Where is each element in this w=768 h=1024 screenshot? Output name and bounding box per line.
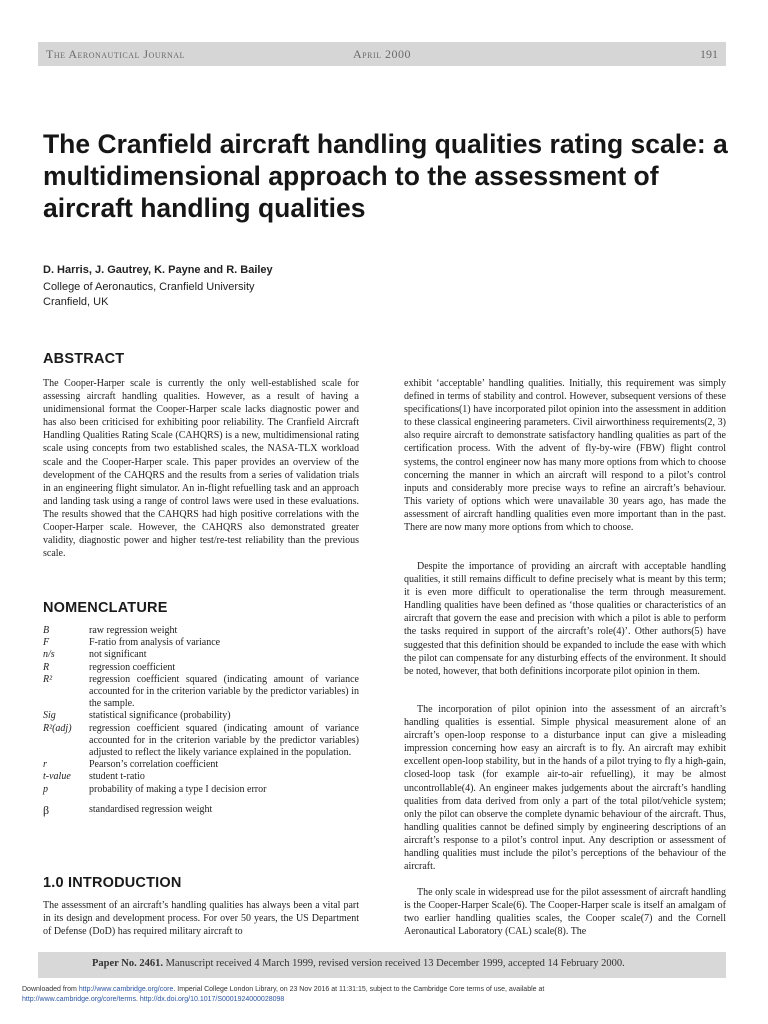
paper-number: Paper No. 2461. — [92, 958, 163, 969]
page-number: 191 — [700, 47, 718, 61]
nomenclature-item — [43, 723, 359, 760]
nomenclature-definition: probability of making a type I decision error — [89, 783, 267, 795]
nomenclature-symbol: t-value — [43, 771, 71, 783]
download-prefix: Downloaded from — [22, 986, 79, 993]
cambridge-core-link[interactable]: http://www.cambridge.org/core — [78, 986, 174, 993]
right-column-paragraph-3: The incorporation of pilot opinion into the assessment of an aircraft’s handling qualities is essential. Simple physical measurement alone of an aircraft’s open-loop response to a disturbance input can give a misleading impression concerning how easy an aircraft is to fly. An aircraft may exhibit excellent open-loop stability, but in the hands of a pilot trying to fly a high-gain, closed-loop task (for example air-to-air refuelling), it may be almost uncontrollable(4). An engineer makes judgements about the aircraft’s handling qualities from data derived from only a part of the total pilot/vehicle system; only the pilot can observe the complete dynamic behaviour of the aircraft. Thus, handling qualities cannot be defined simply by engineering descriptions of an aircraft’s response to a pilot’s control input. Any description or assessment of handling qualities must include the pilot’s perceptions of the behaviour of the aircraft. — [404, 704, 726, 873]
nomenclature-symbol: n/s — [43, 649, 55, 661]
nomenclature-definition: raw regression weight — [89, 625, 178, 636]
location: Cranfield, UK — [43, 296, 109, 308]
introduction-text: The assessment of an aircraft’s handling qualities has always been a vital part in its design and development process. For over 50 years, the US Department of Defense (DoD) has required military aircraft to — [43, 900, 359, 938]
abstract-heading: ABSTRACT — [43, 351, 125, 367]
nomenclature-item — [43, 771, 359, 783]
nomenclature-item — [43, 674, 359, 711]
nomenclature-item — [43, 784, 359, 796]
nomenclature-definition: standardised regression weight — [89, 803, 213, 815]
nomenclature-symbol: R² — [43, 673, 53, 685]
journal-name: The Aeronautical Journal — [46, 47, 185, 61]
nomenclature-item — [43, 804, 359, 816]
manuscript-history-box — [38, 952, 726, 978]
nomenclature-definition: regression coefficient squared (indicating amount of variance accounted for in the criterion variable by the predictor variables) adjusted to reflect the likely variance explained in the population. — [89, 722, 359, 759]
nomenclature-symbol: p — [43, 783, 48, 795]
download-middle: . Imperial College London Library, on 23 Nov 2016 at 11:31:15, subject to the Cambridge Core terms of use, available at — [173, 986, 545, 993]
nomenclature-definition: F-ratio from analysis of variance — [89, 637, 221, 649]
running-head — [38, 42, 726, 66]
download-separator: . — [136, 996, 140, 1003]
nomenclature-item — [43, 625, 359, 637]
nomenclature-heading: NOMENCLATURE — [43, 600, 168, 616]
paper-title: The Cranfield aircraft handling qualities rating scale: a multidimensional approach to the assessment of aircraft handling qualities — [43, 129, 728, 223]
nomenclature-definition: not significant — [89, 649, 147, 661]
affiliation: College of Aeronautics, Cranfield University — [43, 281, 255, 293]
download-note — [22, 985, 752, 1005]
nomenclature-symbol: R — [43, 661, 50, 673]
nomenclature-definition: regression coefficient squared (indicating amount of variance accounted for in the criterion variable by the predictor variables) in the sample. — [89, 673, 359, 710]
nomenclature-item — [43, 710, 359, 722]
right-column-paragraph-2: Despite the importance of providing an aircraft with acceptable handling qualities, it still remains difficult to define precisely what is meant by this term; it is even more difficult to operationalise the term through measurement. Handling qualities have been defined as ‘those qualities or characteristics of an aircraft that govern the ease and precision with which a pilot is able to perform the tasks required in support of the aircraft’s role(4)’. Other authors(5) have suggested that this definition should be expanded to include the ease with which the pilot can compensate for any disturbing effects of the environment. It should be noted, however, that both definitions incorporate pilot opinion in them. — [404, 561, 726, 677]
nomenclature-item — [43, 759, 359, 771]
doi-link[interactable]: http://dx.doi.org/10.1017/S0001924000028098 — [139, 996, 285, 1003]
nomenclature-symbol: R²(adj) — [43, 722, 72, 734]
nomenclature-symbol: r — [43, 759, 47, 771]
nomenclature-symbol: F — [43, 637, 50, 649]
nomenclature-symbol: β — [43, 802, 50, 817]
introduction-heading: 1.0 INTRODUCTION — [43, 875, 182, 891]
nomenclature-item — [43, 637, 359, 649]
nomenclature-symbol: Sig — [43, 710, 56, 722]
nomenclature-definition: statistical significance (probability) — [89, 710, 231, 722]
nomenclature-item — [43, 649, 359, 661]
authors: D. Harris, J. Gautrey, K. Payne and R. Bailey — [43, 264, 273, 276]
nomenclature-item — [43, 662, 359, 674]
right-column-paragraph-4: The only scale in widespread use for the pilot assessment of aircraft handling is the Cooper-Harper Scale(6). The Cooper-Harper scale is itself an amalgam of two earlier handling qualities scales, the Cooper scale(7) and the Cornell Aeronautical Laboratory (CAL) scale(8). The — [404, 887, 726, 938]
nomenclature-definition: regression coefficient — [89, 661, 176, 673]
abstract-text: The Cooper-Harper scale is currently the only well-established scale for assessing aircraft handling qualities. However, as a result of having a unidimensional format the Cooper-Harper scale lacks diagnostic power and has also been criticised for exhibiting poor reliability. The Cranfield Aircraft Handling Qualities Rating Scale (CAHQRS) is a new, multidimensional rating scale using concepts from two established scales, the NASA-TLX workload scale and the Cooper-Harper scale. This paper provides an overview of the development of the CAHQRS and the results from a series of validation trials in an engineering flight simulator. An in-flight refuelling task and an approach and landing task using a range of control laws were used in these evaluations. The results showed that the CAHQRS had high positive correlations with the Cooper-Harper scale. However, the CAHQRS also demonstrated greater validity, diagnostic power and higher test/re-test reliability than the previous scale. — [43, 378, 359, 560]
right-column-paragraph-1: exhibit ‘acceptable’ handling qualities. Initially, this requirement was simply defined in terms of stability and control. However, subsequent versions of these specifications(1) have incorporated pilot opinion into the assessment in addition to these classical engineering parameters. Civil airworthiness requirements(2, 3) also require aircraft to demonstrate satisfactory handling qualities as part of the certification process. With the advent of fly-by-wire (FBW) flight control systems, the control engineer now has many more options from which to choose concerning the manner in which an aircraft will respond to a pilot’s control inputs and considerably more precise ways to refine an aircraft’s behaviour. This variety of options which were unavailable 30 years ago, has made the assessment of aircraft handling qualities even more important than in the past. There are now many more options from which to choose. — [404, 378, 726, 534]
terms-link[interactable]: http://www.cambridge.org/core/terms — [22, 996, 136, 1003]
nomenclature-symbol: B — [43, 625, 50, 636]
nomenclature-list — [43, 625, 359, 816]
nomenclature-definition: Pearson’s correlation coefficient — [89, 759, 219, 771]
issue-date: April 2000 — [353, 47, 412, 61]
manuscript-history: Manuscript received 4 March 1999, revised version received 13 December 1999, accepted 14 February 2000. — [165, 958, 625, 969]
nomenclature-definition: student t-ratio — [89, 771, 145, 783]
